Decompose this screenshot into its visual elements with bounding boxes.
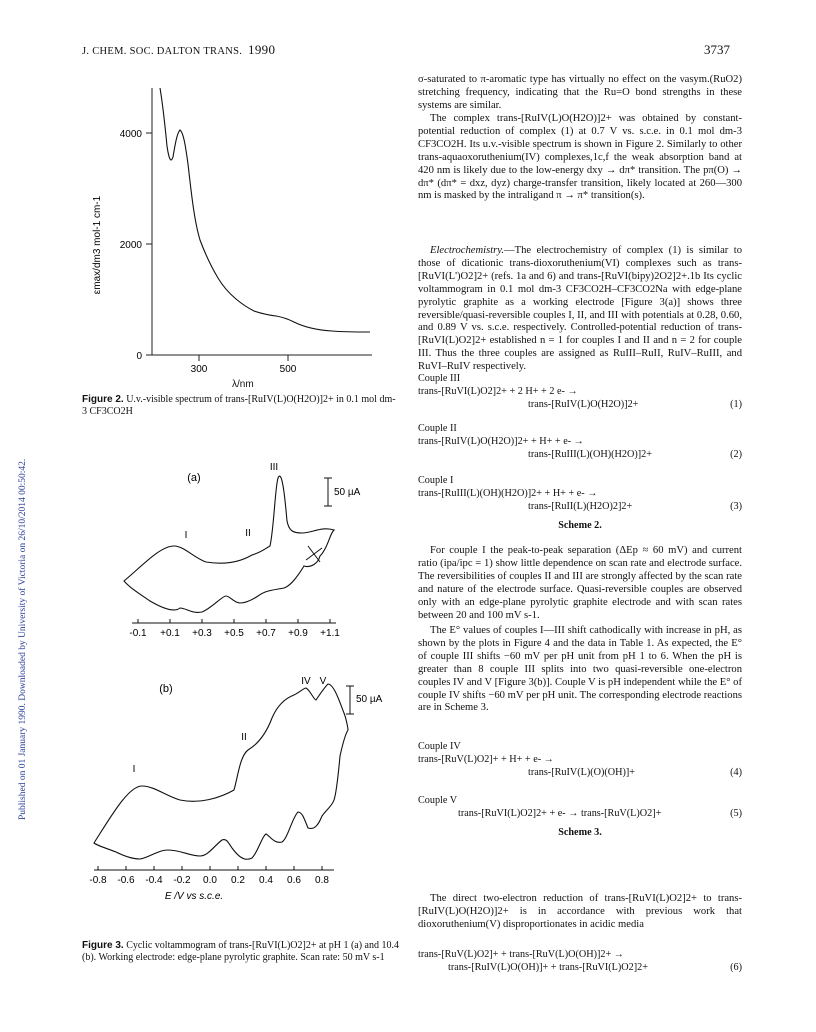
scheme-3-label: Scheme 3.: [558, 827, 602, 838]
download-notice: Published on 01 January 1990. Downloaded by University of Victoria on 26/10/2014 00:50:42.: [18, 458, 28, 820]
axis-b-tick-7: 0.6: [287, 875, 301, 886]
axis-b-tick-0: -0.8: [89, 875, 107, 886]
header-year: 1990: [248, 42, 276, 57]
equation-6: trans-[RuV(L)O2]+ + trans-[RuV(L)O(OH)]2+ → trans-[RuIV(L)O(OH)]+ + trans-[RuVI(L)O2]2+ (6): [418, 949, 742, 973]
axis-b-tick-2: -0.4: [145, 875, 163, 886]
axis-b-ticks: [98, 866, 322, 870]
scale-bar-a-label: 50 µA: [334, 487, 361, 498]
peak-a-III: III: [269, 462, 279, 473]
spectrum-curve: [160, 88, 370, 332]
scale-bar-b-label: 50 µA: [356, 694, 383, 705]
peak-b-II: II: [241, 732, 247, 743]
paragraph-1: σ-saturated to π-aromatic type has virtually no effect on the νasym.(RuO2) stretching frequency, indicating that the Ru=O bond strengths in these systems are similar.: [418, 74, 742, 111]
axis-a-tick-6: +1.1: [320, 628, 340, 639]
axis-a-tick-3: +0.5: [224, 628, 244, 639]
running-header: J. CHEM. SOC. DALTON TRANS. 1990: [82, 42, 276, 57]
y-axis-label: εmax/dm3 mol-1 cm-1: [92, 195, 103, 295]
paragraph-electrochemistry: Electrochemistry.—The electrochemistry of complex (1) is similar to those of dicationic trans-dioxoruthenium(VI) complexes such as trans-[RuVI(L')O2]2+ (refs. 1a and 6) and trans-[RuVI(bipy)2O2]2+.1b Its cyclic voltammogram in 0.1 mol dm-3 CF3CO2H–CF3CO2Na with edge-plane pyrolytic graphite as a working electrode [Figure 3(a)] shows three reversible/quasi-reversible couples I, II, and III with potentials at 0.28, 0.60, and 0.89 V vs. s.c.e. respectively. Controlled-potential reduction of trans-[RuVI(L)O2]2+ established n = 1 for couples I and II and n = 2 for couple III. Thus the three couples are assigned as RuIII–RuII, RuIV–RuIII, and RuVI–RuIV respectively.: [418, 245, 742, 373]
axis-a-tick-0: -0.1: [129, 628, 147, 639]
axis-b-tick-5: 0.2: [231, 875, 245, 886]
scheme-3-couple-V: Couple V trans-[RuVI(L)O2]2+ + e- → trans-[RuV(L)O2]+ (5): [418, 795, 742, 819]
panel-b-label: (b): [159, 683, 173, 695]
axis-a-tick-4: +0.7: [256, 628, 276, 639]
axis-b-tick-4: 0.0: [203, 875, 217, 886]
peak-a-II: II: [245, 528, 251, 539]
peak-b-I: I: [132, 764, 136, 775]
axis-a-tick-1: +0.1: [160, 628, 180, 639]
peak-b-V: V: [319, 676, 327, 687]
axis-b-tick-3: -0.2: [173, 875, 191, 886]
paragraph-6: The direct two-electron reduction of trans-[RuVI(L)O2]2+ to trans-[RuIV(L)O(H2O)]2+ is in accordance with previous work that dioxoruthenium(V) disproportionates in acidic media: [418, 893, 742, 930]
figure-2-caption: Figure 2. U.v.-visible spectrum of trans-[RuIV(L)O(H2O)]2+ in 0.1 mol dm-3 CF3CO2H: [82, 394, 396, 417]
y-tick-0: 0: [136, 351, 142, 362]
axis-a-tick-2: +0.3: [192, 628, 212, 639]
page-number: 3737: [704, 42, 730, 57]
axis-b-tick-6: 0.4: [259, 875, 273, 886]
cv-curve-a: [124, 476, 334, 612]
axis-b-tick-8: 0.8: [315, 875, 329, 886]
axis-a-tick-5: +0.9: [288, 628, 308, 639]
scheme-2-couple-II: Couple II trans-[RuIV(L)O(H2O)]2+ + H+ + e- → trans-[RuIII(L)(OH)(H2O)]2+ (2): [418, 423, 742, 460]
scheme-2-label: Scheme 2.: [558, 520, 602, 531]
peak-b-IV: IV: [301, 676, 311, 687]
paragraph-2: The complex trans-[RuIV(L)O(H2O)]2+ was obtained by constant-potential reduction of complex (1) at 0.7 V vs. s.c.e. in 0.1 mol dm-3 CF3CO2H. Its u.v.-visible spectrum is shown in Figure 2. Similarly to other trans-aquaoxoruthenium(IV) complexes,1c,f the weak absorption band at 420 nm is likely due to the low-energy dxy → dπ* transition. The pπ(O) → dπ* (dπ* = dxz, dyz) charge-transfer transition, likely located at 260—300 nm is masked by the intraligand π → π* transition(s).: [418, 113, 742, 202]
figure-2-spectrum: [82, 80, 402, 380]
y-tick-4000: 4000: [119, 129, 142, 140]
axis-b-label: E /V vs s.c.e.: [164, 891, 224, 902]
y-tick-2000: 2000: [119, 240, 142, 251]
section-heading: Electrochemistry.: [430, 245, 505, 256]
paragraph-4: For couple I the peak-to-peak separation (ΔEp ≈ 60 mV) and current ratio (ipa/ipc = 1) show little dependence on scan rate and electrode surface. The reversibilities of couples II and III are strongly affected by the scan rate and nature of the electrode surface. Quasi-reversible couples are observed only with an edge-plane pyrolytic graphite electrode and with scan rates between 20 and 100 mV s-1.: [418, 545, 742, 621]
scheme-3-couple-IV: Couple IV trans-[RuV(L)O2]+ + H+ + e- → trans-[RuIV(L)(O)(OH)]+ (4): [418, 741, 742, 778]
scheme-2-couple-I: Couple I trans-[RuIII(L)(OH)(H2O)]2+ + H+ + e- → trans-[RuII(L)(H2O)2]2+ (3): [418, 475, 742, 512]
x-tick-500: 500: [279, 364, 297, 375]
x-axis-label: λ/nm: [232, 379, 254, 390]
peak-a-I: I: [184, 530, 188, 541]
x-tick-300: 300: [190, 364, 208, 375]
scheme-2-couple-III: Couple III trans-[RuVI(L)O2]2+ + 2 H+ + 2 e- → trans-[RuIV(L)O(H2O)]2+ (1): [418, 373, 742, 410]
panel-a-label: (a): [187, 472, 201, 484]
figure-3-caption: Figure 3. Cyclic voltammogram of trans-[RuVI(L)O2]2+ at pH 1 (a) and 10.4 (b). Working electrode: edge-plane pyrolytic graphite. Scan rate: 50 mV s-1: [82, 940, 399, 963]
figure-3-voltammogram: [82, 438, 402, 908]
axis-a-ticks: [138, 619, 330, 623]
axis-b-tick-1: -0.6: [117, 875, 135, 886]
paragraph-5: The E° values of couples I—III shift cathodically with increase in pH, as shown by the plots in Figure 4 and the data in Table 1. As expected, the E° of couple III shifts −60 mV per pH unit from pH 1 to 6. When the pH is greater than 8 couple III splits into two quasi-reversible one-electron couples IV and V [Figure 3(b)]. Couple V is pH independent while the E° of couple IV shifts −60 mV per pH unit. The corresponding electrode reactions are in Scheme 3.: [418, 625, 742, 714]
